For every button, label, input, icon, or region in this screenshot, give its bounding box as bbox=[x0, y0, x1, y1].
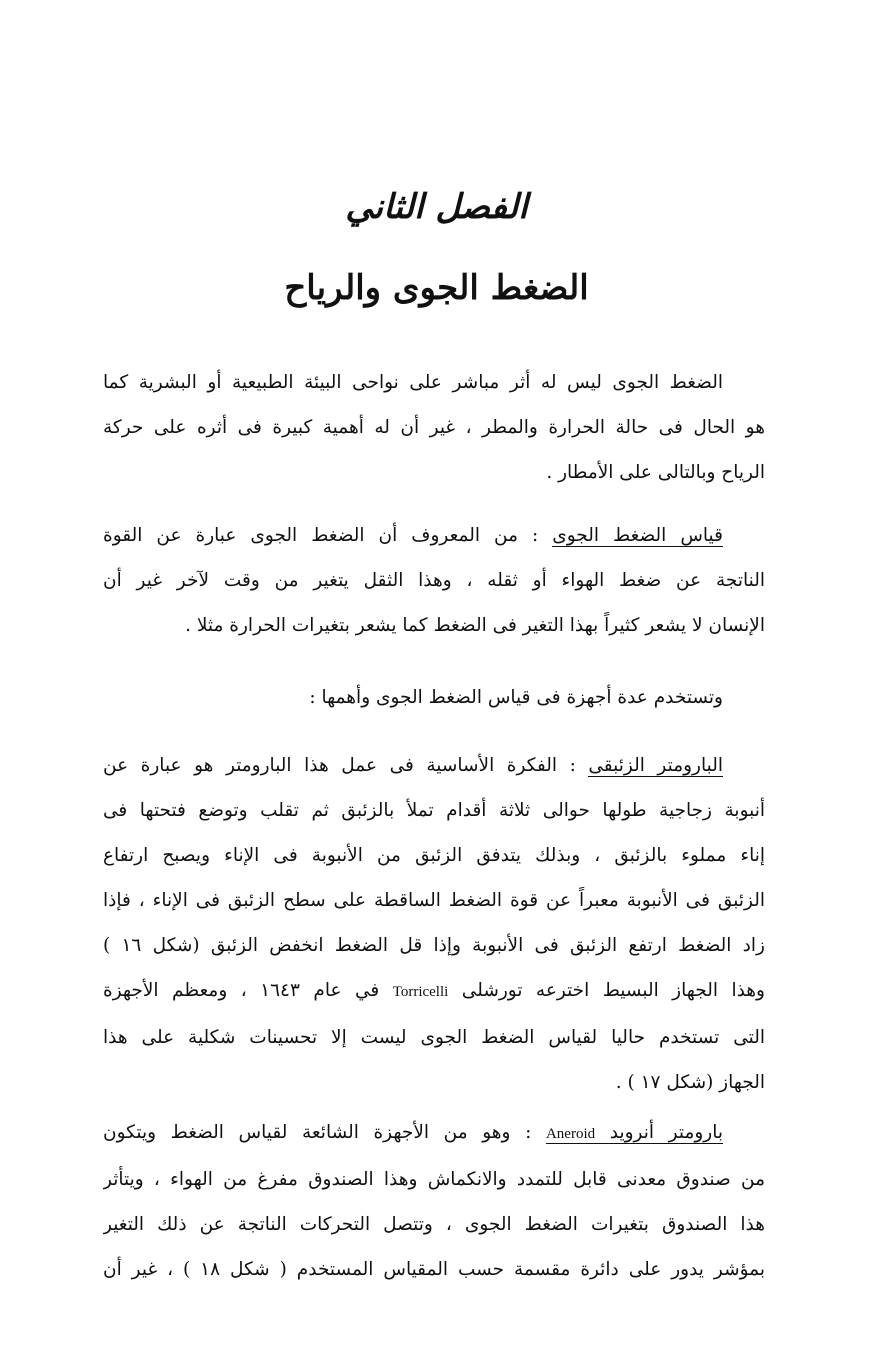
text-line: من صندوق معدنى قابل للتمدد والانكماش وهذا الصندوق مفرغ من الهواء ، ويتأثر bbox=[103, 1169, 765, 1190]
text-line bbox=[103, 1110, 765, 1157]
term-text: بارومتر أنرويد bbox=[609, 1122, 724, 1143]
paragraph-term: قياس الضغط الجوى bbox=[552, 525, 723, 546]
latin-name: Torricelli bbox=[392, 984, 449, 1000]
text-line: الإنسان لا يشعر كثيراً بهذا التغير فى الضغط كما يشعر بتغيرات الحرارة مثلا . bbox=[185, 615, 765, 636]
text-line: إناء مملوء بالزئبق ، وبذلك يتدفق الزئبق من الأنبوبة فى الإناء ويصبح ارتفاع bbox=[103, 845, 765, 866]
text-line: هذا الصندوق بتغيرات الضغط الجوى ، وتتصل التحركات الناتجة عن ذلك التغير bbox=[103, 1214, 765, 1235]
text-line: التى تستخدم حاليا لقياس الضغط الجوى ليست إلا تحسينات شكلية على هذا bbox=[103, 1027, 765, 1048]
text-line: أنبوبة زجاجية طولها حوالى ثلاثة أقدام تملأ بالزئبق ثم تقلب وتوضع فتحتها فى bbox=[103, 800, 765, 821]
text-line bbox=[103, 968, 765, 1015]
text-segment: وهذا الجهاز البسيط اخترعه تورشلى bbox=[461, 980, 765, 1001]
text-segment: : وهو من الأجهزة الشائعة لقياس الضغط ويتكون bbox=[103, 1122, 532, 1143]
text-line: بمؤشر يدور على دائرة مقسمة حسب المقياس المستخدم ( شكل ١٨ ) ، غير أن bbox=[103, 1259, 765, 1280]
paragraph-intro bbox=[103, 360, 765, 495]
paragraph-pressure-measurement bbox=[103, 513, 765, 648]
text-line bbox=[103, 743, 765, 788]
text-line: الرياح وبالتالى على الأمطار . bbox=[546, 462, 765, 483]
text-line: الناتجة عن ضغط الهواء أو ثقله ، وهذا الثقل يتغير من وقت لآخر غير أن bbox=[103, 570, 765, 591]
paragraph-term: البارومتر الزئبقى bbox=[588, 755, 723, 776]
paragraph-mercury-barometer bbox=[103, 743, 765, 1105]
text-line bbox=[103, 513, 765, 558]
section-title: الضغط الجوى والرياح bbox=[284, 268, 589, 308]
latin-name: Aneroid bbox=[545, 1126, 596, 1142]
chapter-title: الفصل الثاني bbox=[345, 187, 528, 227]
text-line: زاد الضغط ارتفع الزئبق فى الأنبوبة وإذا قل الضغط انخفض الزئبق (شكل ١٦ ) bbox=[103, 935, 765, 956]
text-segment: : الفكرة الأساسية فى عمل هذا البارومتر هو عبارة عن bbox=[103, 755, 576, 776]
text-line: هو الحال فى حالة الحرارة والمطر ، غير أن له أهمية كبيرة فى أثره على حركة bbox=[103, 417, 765, 438]
paragraph-devices-intro bbox=[103, 675, 765, 720]
text-line: الزئبق فى الأنبوبة معبراً عن قوة الضغط الساقطة على سطح الزئبق فى الإناء ، فإذا bbox=[103, 890, 765, 911]
paragraph-term bbox=[546, 1122, 723, 1144]
text-line: الجهاز (شكل ١٧ ) . bbox=[615, 1072, 765, 1093]
text-segment: في عام ١٦٤٣ ، ومعظم الأجهزة bbox=[103, 980, 380, 1001]
text-line: وتستخدم عدة أجهزة فى قياس الضغط الجوى وأهمها : bbox=[309, 687, 723, 708]
text-line: الضغط الجوى ليس له أثر مباشر على نواحى البيئة الطبيعية أو البشرية كما bbox=[103, 372, 723, 393]
text-segment: : من المعروف أن الضغط الجوى عبارة عن القوة bbox=[103, 525, 539, 546]
paragraph-aneroid-barometer bbox=[103, 1110, 765, 1292]
